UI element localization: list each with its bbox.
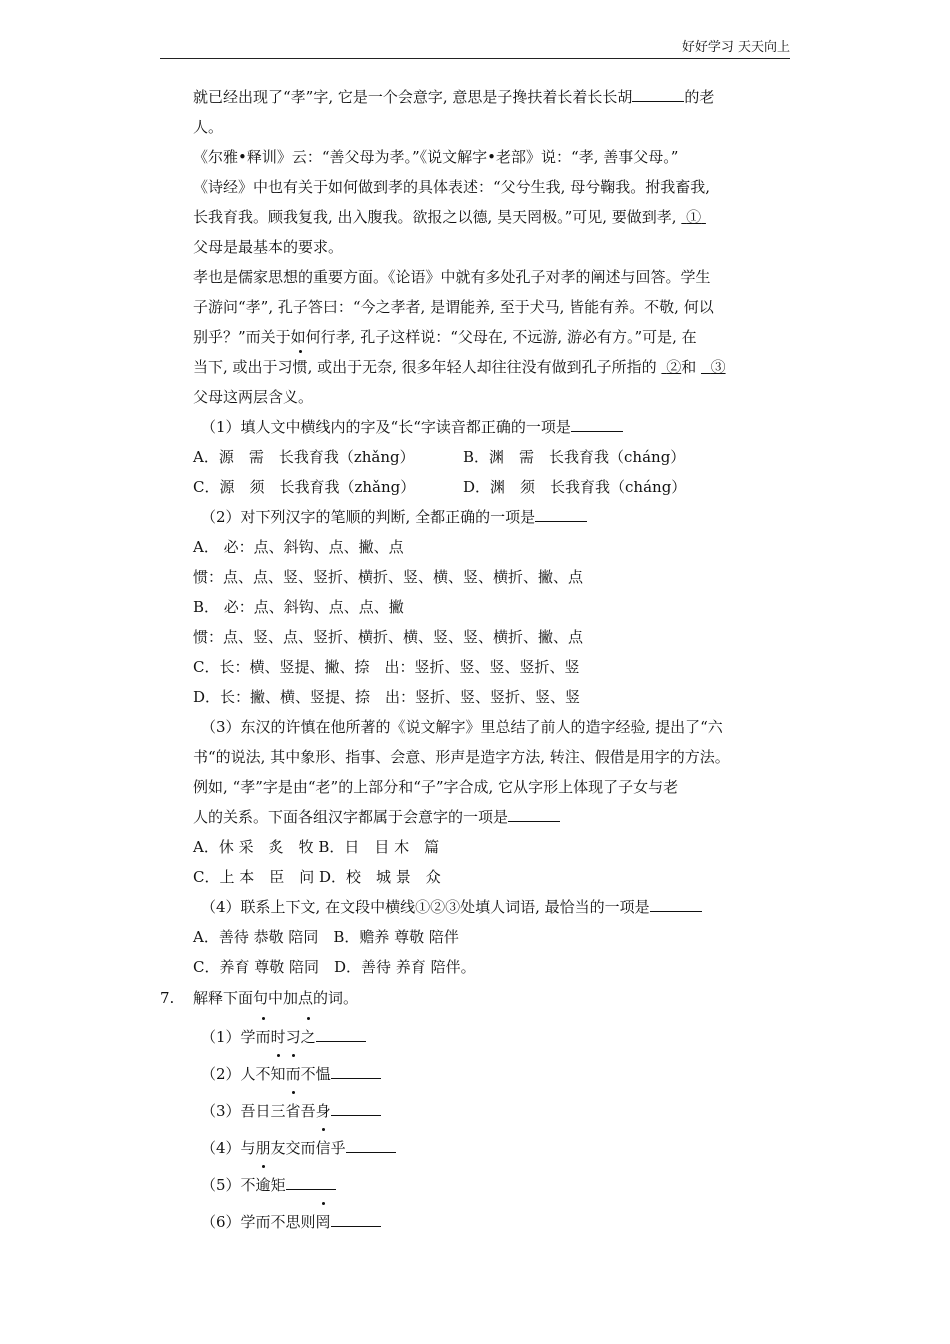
passage-text: 当下, 或出于习 bbox=[193, 358, 293, 376]
passage-line: 父母是最基本的要求。 bbox=[193, 238, 344, 256]
answer-blank[interactable] bbox=[650, 897, 702, 912]
question-1-options-row bbox=[193, 472, 793, 502]
answer-blank[interactable] bbox=[331, 1212, 381, 1227]
sub-question: （6）学而不思则罔 bbox=[193, 1204, 800, 1241]
dotted-character: 而 bbox=[256, 1019, 271, 1056]
passage-line bbox=[193, 202, 793, 232]
dotted-character: 省 bbox=[286, 1093, 301, 1130]
question-1-stem: （1）填人文中横线内的字及“长“字读音都正确的一项是 bbox=[193, 412, 793, 442]
passage-line bbox=[193, 82, 793, 112]
passage-line bbox=[193, 352, 793, 382]
question-2-stem: （2）对下列汉字的笔顺的判断, 全都正确的一项是 bbox=[193, 502, 793, 532]
option-a[interactable]: A． 必：点、斜钩、点、撇、点 bbox=[193, 538, 404, 556]
question-7-stem: 解释下面句中加点的词。 bbox=[193, 989, 359, 1007]
passage-line: 《诗经》中也有关于如何做到孝的具体表述：“父兮生我, 母兮鞠我。拊我畜我, bbox=[193, 178, 710, 196]
dotted-character: 而 bbox=[286, 1056, 301, 1093]
dotted-character: 逾 bbox=[256, 1167, 271, 1204]
sub-question: （2）人不知而不愠 bbox=[193, 1056, 800, 1093]
question-3-options-ab[interactable]: A．休 采 炙 牧 B．日 目 木 篇 bbox=[193, 838, 440, 856]
passage-text: 就已经出现了“孝”字, 它是一个会意字, 意思是子搀扶着长着长长胡 bbox=[193, 88, 633, 106]
answer-blank[interactable] bbox=[316, 1027, 366, 1042]
dotted-character: 知 bbox=[271, 1056, 286, 1093]
dotted-character: 惯 bbox=[293, 352, 308, 382]
question-3-stem: 例如, “孝”字是由“老”的上部分和“子”字合成, 它从字形上体现了子女与老 bbox=[193, 778, 679, 796]
passage-line: 子游问“孝”, 孔子答曰：“今之孝者, 是谓能养, 至于犬马, 皆能有养。不敬, 何以 bbox=[193, 298, 714, 316]
blank-marker-1: ① bbox=[686, 208, 702, 226]
dotted-character: 之 bbox=[301, 1019, 316, 1056]
option-b[interactable]: B．渊 需 长我育我（cháng） bbox=[463, 448, 686, 466]
option-b[interactable]: B． 必：点、斜钩、点、点、撇 bbox=[193, 598, 404, 616]
answer-blank[interactable] bbox=[535, 507, 587, 522]
blank-marker-3: ③ bbox=[710, 358, 726, 376]
answer-blank[interactable] bbox=[286, 1175, 336, 1190]
passage-line: 父母这两层含义。 bbox=[193, 388, 314, 406]
passage-line: 《尔雅•释训》云：“善父母为孝。”《说文解字•老部》说：“孝, 善事父母。” bbox=[193, 148, 679, 166]
passage-text: 长我育我。顾我复我, 出入腹我。欲报之以德, 昊天罔极。”可见, 要做到孝, bbox=[193, 208, 677, 226]
answer-blank[interactable] bbox=[331, 1101, 381, 1116]
question-3-options-cd[interactable]: C．上 本 臣 问 D．校 城 景 众 bbox=[193, 868, 441, 886]
question-3-stem: （3）东汉的许慎在他所著的《说文解字》里总结了前人的造字经验, 提出了“六 bbox=[201, 718, 723, 736]
option-c[interactable]: C．源 须 长我育我（zhǎng） bbox=[193, 478, 416, 496]
question-number: 7. bbox=[160, 989, 175, 1007]
passage-text: 和 bbox=[681, 358, 697, 376]
passage-text: , 或出于无奈, 很多年轻人却往往没有做到孔子所指的 bbox=[307, 358, 657, 376]
sub-question: （3）吾日三省吾身 bbox=[193, 1093, 800, 1130]
sub-question: （5）不逾矩 bbox=[193, 1167, 800, 1204]
option-d[interactable]: D．渊 须 长我育我（cháng） bbox=[463, 478, 687, 496]
passage-text: 的老 bbox=[684, 88, 715, 106]
dotted-character: 罔 bbox=[316, 1204, 331, 1241]
header-motto: 好好学习 天天向上 bbox=[681, 40, 790, 55]
sub-question: （4）与朋友交而信乎 bbox=[193, 1130, 800, 1167]
dotted-character: 信 bbox=[316, 1130, 331, 1167]
question-3-stem: 书“的说法, 其中象形、指事、会意、形声是造字方法, 转注、假借是用字的方法。 bbox=[193, 748, 730, 766]
answer-blank[interactable] bbox=[346, 1138, 396, 1153]
blank-marker-2: ② bbox=[666, 358, 682, 376]
option-c[interactable]: C．长：横、竖提、撇、捺 出：竖折、竖、竖、竖折、竖 bbox=[193, 658, 580, 676]
passage-line: 人。 bbox=[193, 118, 224, 136]
passage-line: 别乎？”而关于如何行孝, 孔子这样说：“父母在, 不远游, 游必有方。”可是, 在 bbox=[193, 328, 697, 346]
page-header bbox=[160, 38, 790, 59]
option-b-detail: 惯：点、竖、点、竖折、横折、横、竖、竖、横折、撇、点 bbox=[193, 628, 584, 646]
question-4-stem: （4）联系上下文, 在文段中横线①②③处填人词语, 最恰当的一项是 bbox=[193, 892, 793, 922]
option-a-detail: 惯：点、点、竖、竖折、横折、竖、横、竖、横折、撇、点 bbox=[193, 568, 584, 586]
option-a[interactable]: A．源 需 长我育我（zhǎng） bbox=[193, 448, 415, 466]
answer-blank[interactable] bbox=[632, 87, 684, 102]
answer-blank[interactable] bbox=[508, 807, 560, 822]
question-1-options-row bbox=[193, 442, 793, 472]
question-7 bbox=[160, 983, 800, 1241]
passage-document bbox=[193, 82, 793, 982]
sub-question: （1）学而时习之 bbox=[193, 1019, 800, 1056]
passage-line: 孝也是儒家思想的重要方面。《论语》中就有多处孔子对孝的阐述与回答。学生 bbox=[193, 268, 711, 286]
question-4-options-cd[interactable]: C．养育 尊敬 陪同 D．善待 养育 陪伴。 bbox=[193, 958, 476, 976]
answer-blank[interactable] bbox=[331, 1064, 381, 1079]
answer-blank[interactable] bbox=[571, 417, 623, 432]
question-4-options-ab[interactable]: A．善待 恭敬 陪同 B．赡养 尊敬 陪伴 bbox=[193, 928, 459, 946]
option-d[interactable]: D．长：撇、横、竖提、捺 出：竖折、竖、竖折、竖、竖 bbox=[193, 688, 581, 706]
question-3-stem: 人的关系。下面各组汉字都属于会意字的一项是 bbox=[193, 802, 793, 832]
